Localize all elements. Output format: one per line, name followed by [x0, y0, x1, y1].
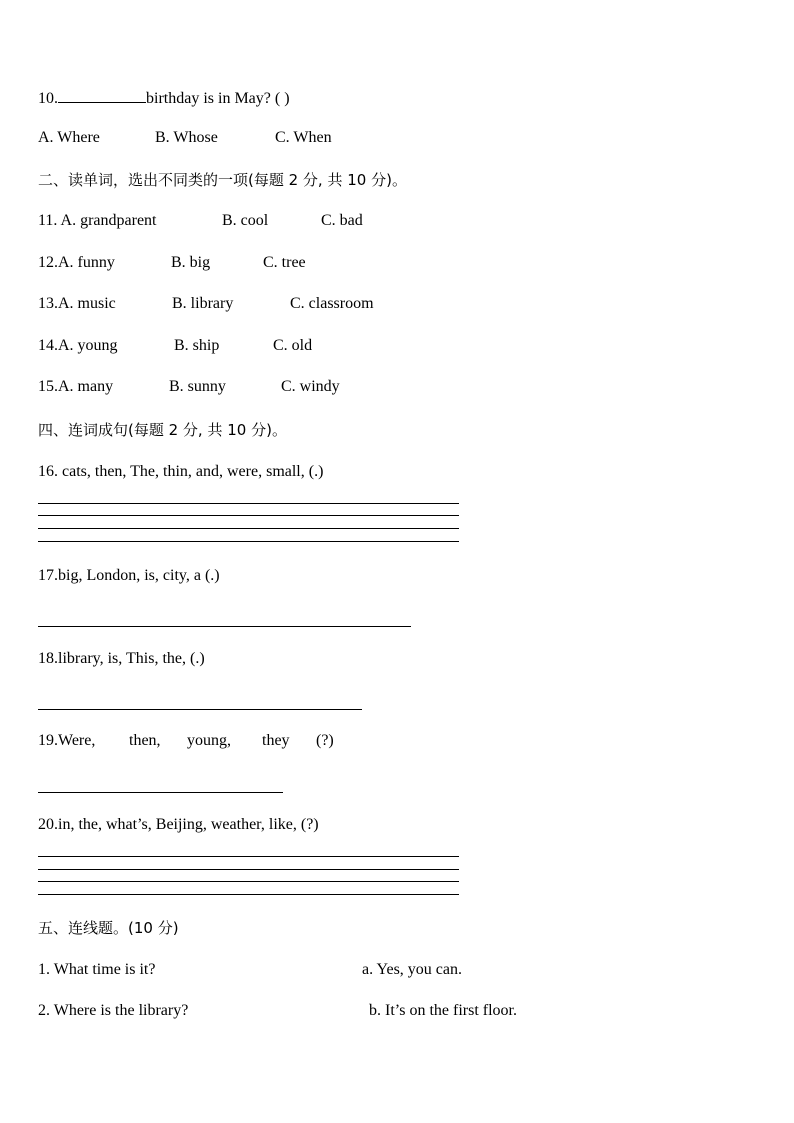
answer-line[interactable]	[38, 869, 459, 870]
question-16: 16. cats, then, The, thin, and, were, small, (.)	[38, 463, 324, 480]
match-right-a[interactable]: a. Yes, you can.	[362, 961, 462, 978]
question-number: 10.	[38, 90, 58, 107]
option-b: B. Whose	[155, 129, 218, 146]
answer-line[interactable]	[38, 503, 459, 504]
answer-line[interactable]	[38, 709, 362, 710]
q13-option-a: 13.A. music	[38, 295, 116, 312]
q14-option-a: 14.A. young	[38, 337, 118, 354]
answer-line[interactable]	[38, 881, 459, 882]
q15-option-a: 15.A. many	[38, 378, 114, 395]
question-10	[38, 88, 290, 109]
q14-option-b: B. ship	[174, 337, 220, 354]
answer-line[interactable]	[38, 626, 411, 627]
q12-option-b: B. big	[171, 254, 211, 271]
q15-option-c: C. windy	[281, 378, 340, 395]
q13-option-b: B. library	[172, 295, 234, 312]
q19-word: (?)	[316, 732, 334, 749]
question-20: 20.in, the, what’s, Beijing, weather, like, (?)	[38, 816, 319, 833]
question-18: 18.library, is, This, the, (.)	[38, 650, 205, 667]
q19-word: they	[262, 732, 290, 749]
question-text: birthday is in May? ( )	[146, 90, 290, 107]
option-a: A. Where	[38, 129, 100, 146]
question-17: 17.big, London, is, city, a (.)	[38, 567, 220, 584]
section-heading-4: 四、连词成句(每题 2 分, 共 10 分)。	[38, 421, 287, 439]
q19-word: 19.Were,	[38, 732, 96, 749]
q12-option-c: C. tree	[263, 254, 306, 271]
section-heading-2: 二、读单词，选出不同类的一项(每题 2 分, 共 10 分)。	[38, 171, 407, 189]
q19-word: then,	[129, 732, 161, 749]
answer-line[interactable]	[38, 515, 459, 516]
q11-option-b: B. cool	[222, 212, 269, 229]
match-left-1[interactable]: 1. What time is it?	[38, 961, 156, 978]
answer-blank[interactable]	[58, 88, 146, 103]
answer-line[interactable]	[38, 856, 459, 857]
answer-line[interactable]	[38, 541, 459, 542]
option-c: C. When	[275, 129, 332, 146]
q19-word: young,	[187, 732, 231, 749]
q13-option-c: C. classroom	[290, 295, 374, 312]
match-left-2[interactable]: 2. Where is the library?	[38, 1002, 189, 1019]
q11-option-a: 11. A. grandparent	[38, 212, 157, 229]
match-right-b[interactable]: b. It’s on the first floor.	[369, 1002, 517, 1019]
section-heading-5: 五、连线题。(10 分)	[38, 919, 179, 937]
q11-option-c: C. bad	[321, 212, 363, 229]
answer-line[interactable]	[38, 792, 283, 793]
q12-option-a: 12.A. funny	[38, 254, 115, 271]
q14-option-c: C. old	[273, 337, 313, 354]
q15-option-b: B. sunny	[169, 378, 226, 395]
answer-line[interactable]	[38, 894, 459, 895]
answer-line[interactable]	[38, 528, 459, 529]
